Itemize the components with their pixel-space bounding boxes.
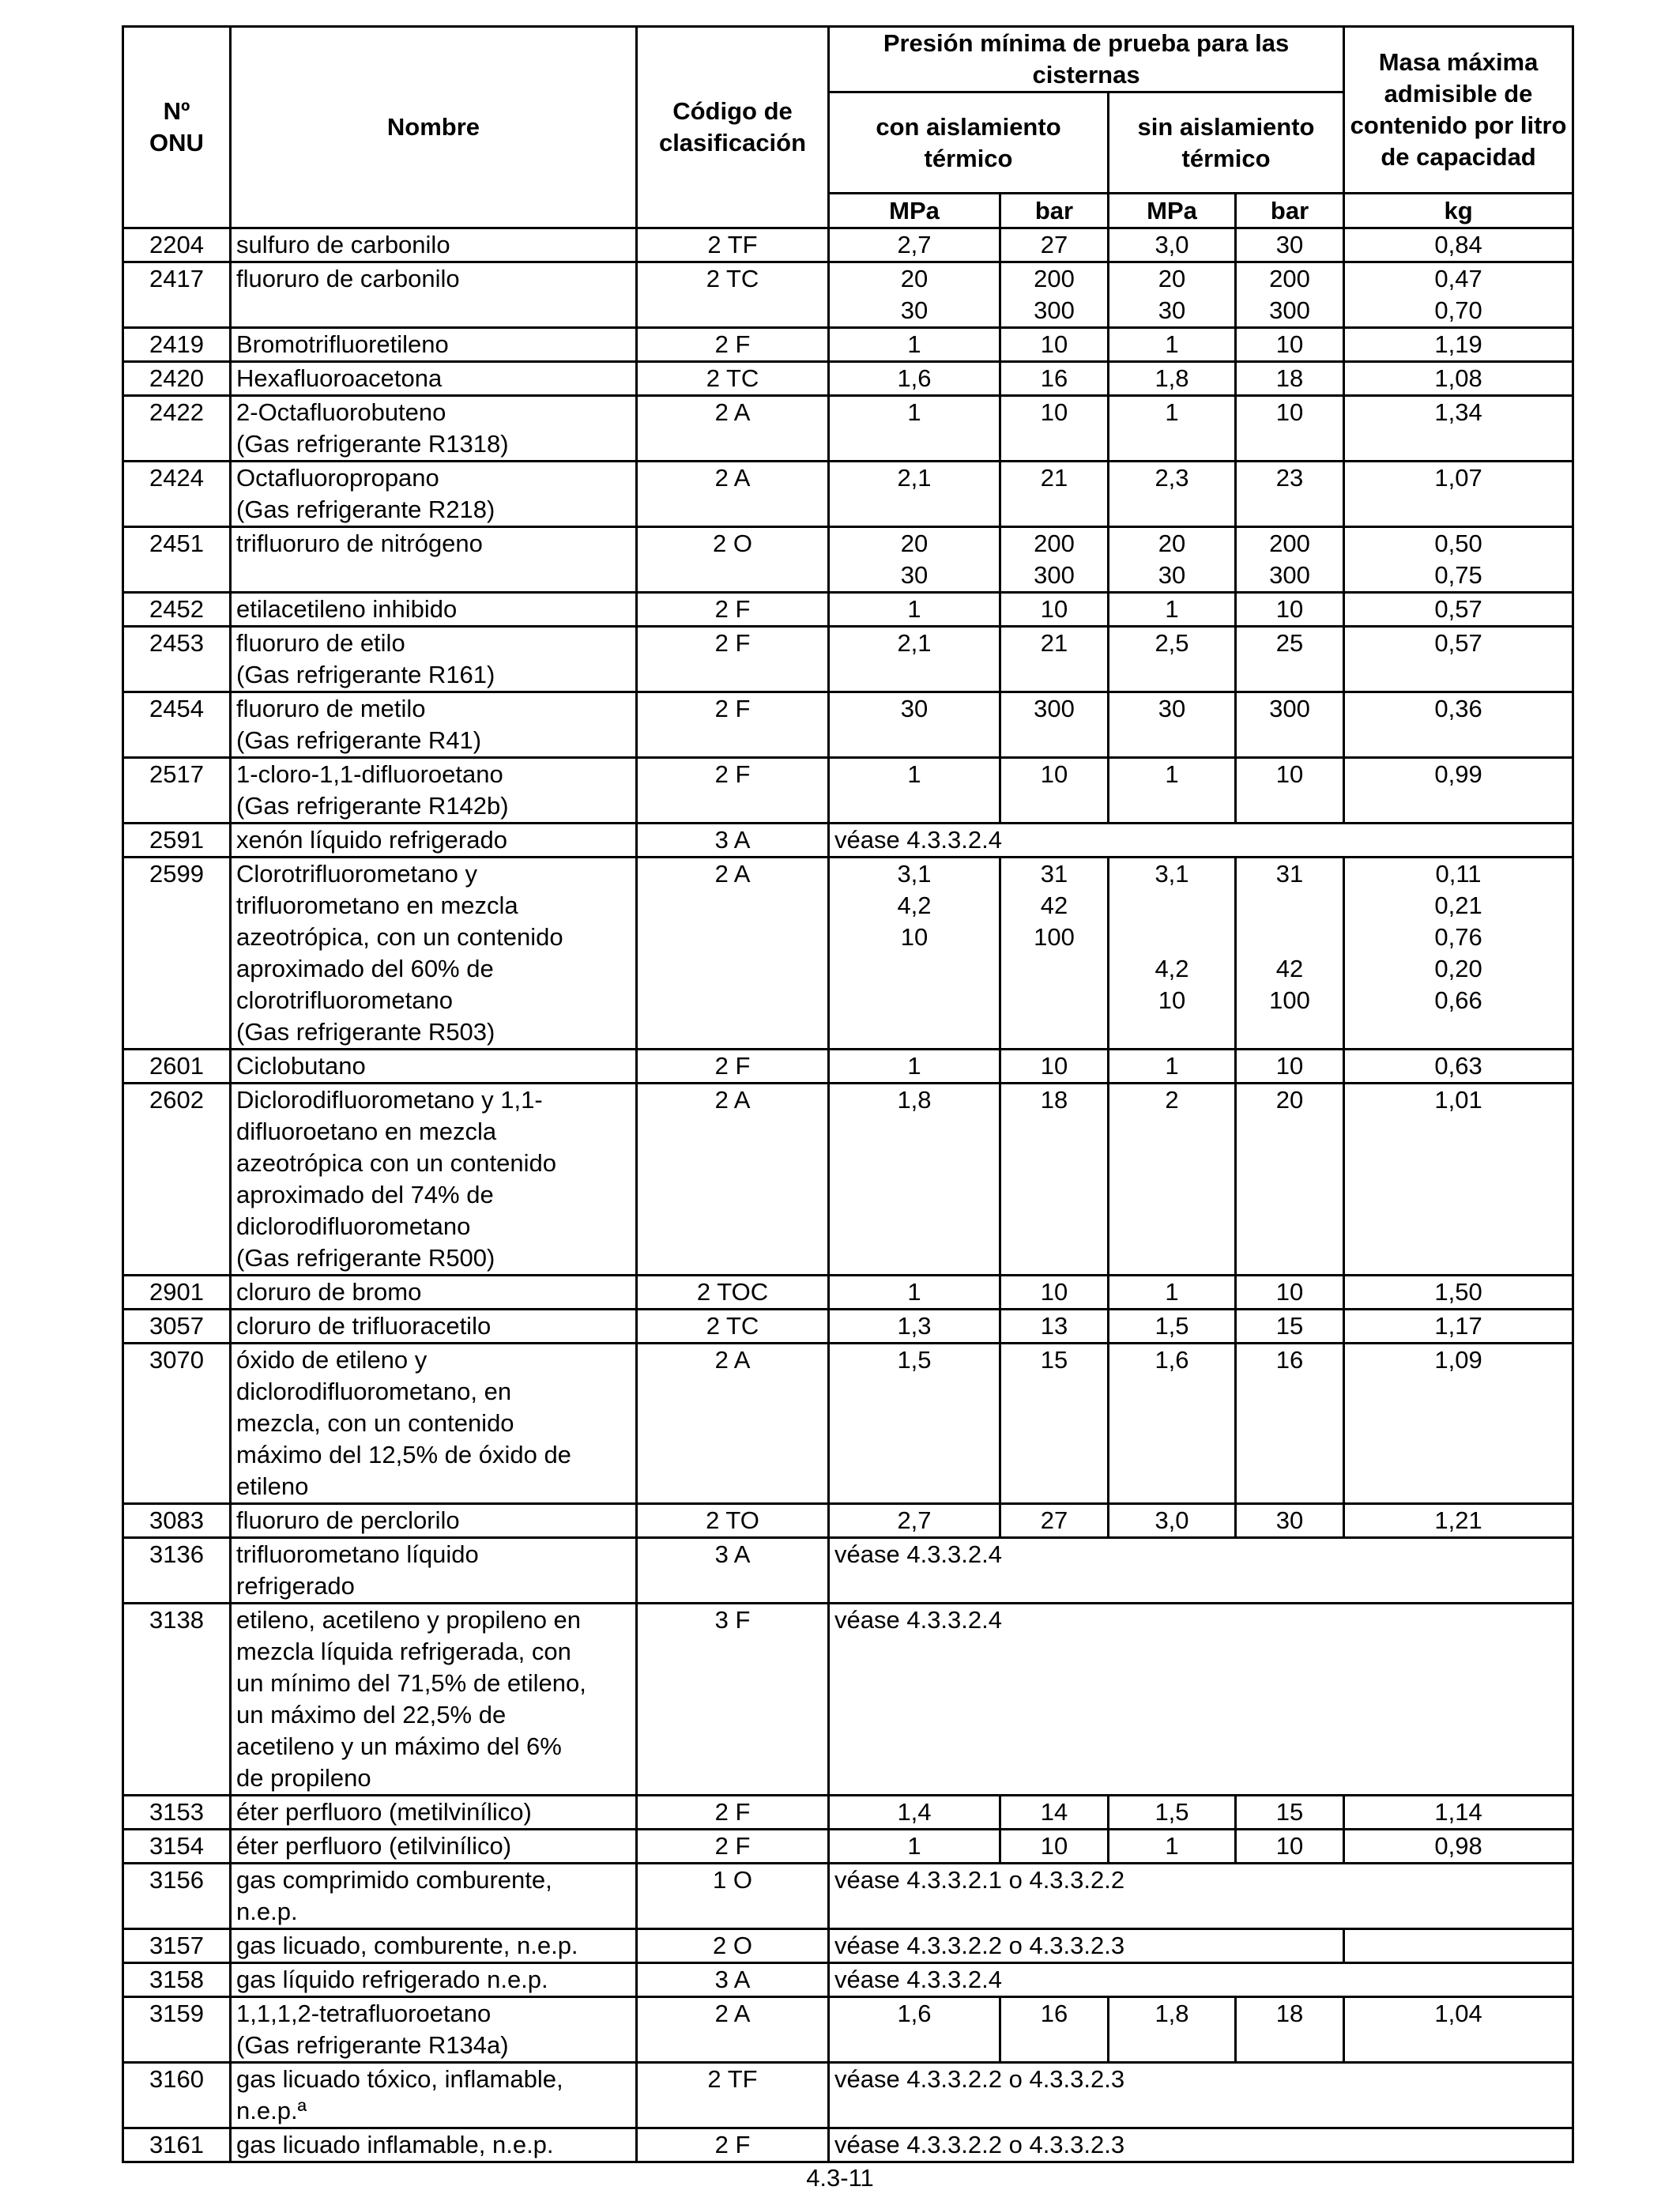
bar-insulated-cell: 14 bbox=[1000, 1796, 1109, 1830]
name-cell: gas licuado, comburente, n.e.p. bbox=[231, 1929, 637, 1963]
classification-code-cell: 2 O bbox=[637, 527, 829, 593]
header-unit-kg: kg bbox=[1344, 194, 1573, 228]
classification-code-cell: 1 O bbox=[637, 1864, 829, 1929]
mpa-insulated-cell: 2,7 bbox=[829, 1504, 1000, 1538]
name-cell: xenón líquido refrigerado bbox=[231, 824, 637, 858]
name-cell: Diclorodifluorometano y 1,1- difluoroetano en mezcla azeotrópica con un contenido aproximado del 74% de diclorodifluorometano (Gas refrigerante R500) bbox=[231, 1084, 637, 1276]
bar-uninsulated-cell: 15 bbox=[1236, 1796, 1344, 1830]
name-cell: éter perfluoro (etilvinílico) bbox=[231, 1830, 637, 1864]
mpa-insulated-cell: 1 bbox=[829, 758, 1000, 824]
table-row bbox=[123, 758, 1573, 824]
classification-code-cell: 2 O bbox=[637, 1929, 829, 1963]
table-row bbox=[123, 692, 1573, 758]
mpa-insulated-cell: 20 30 bbox=[829, 262, 1000, 328]
classification-code-cell: 3 A bbox=[637, 1963, 829, 1997]
table-row bbox=[123, 824, 1573, 858]
classification-code-cell: 2 A bbox=[637, 1084, 829, 1276]
onu-number-cell: 2417 bbox=[123, 262, 231, 328]
see-reference-cell: véase 4.3.3.2.4 bbox=[829, 824, 1573, 858]
mpa-uninsulated-cell: 1 bbox=[1109, 1050, 1236, 1084]
header-unit-mpa-2: MPa bbox=[1109, 194, 1236, 228]
table-row bbox=[123, 462, 1573, 527]
mpa-insulated-cell: 2,7 bbox=[829, 228, 1000, 262]
bar-insulated-cell: 27 bbox=[1000, 1504, 1109, 1538]
header-without-insulation: sin aislamiento térmico bbox=[1109, 92, 1344, 194]
max-mass-cell: 0,99 bbox=[1344, 758, 1573, 824]
table-row bbox=[123, 1050, 1573, 1084]
onu-number-cell: 2451 bbox=[123, 527, 231, 593]
table-row bbox=[123, 328, 1573, 362]
classification-code-cell: 3 F bbox=[637, 1604, 829, 1796]
classification-code-cell: 2 TOC bbox=[637, 1276, 829, 1310]
table-row bbox=[123, 527, 1573, 593]
onu-number-cell: 3153 bbox=[123, 1796, 231, 1830]
mpa-uninsulated-cell: 1,8 bbox=[1109, 1997, 1236, 2063]
bar-uninsulated-cell: 23 bbox=[1236, 462, 1344, 527]
bar-uninsulated-cell: 31 42 100 bbox=[1236, 858, 1344, 1050]
table-row bbox=[123, 1963, 1573, 1997]
bar-insulated-cell: 10 bbox=[1000, 1050, 1109, 1084]
table-row bbox=[123, 1997, 1573, 2063]
bar-insulated-cell: 27 bbox=[1000, 228, 1109, 262]
bar-uninsulated-cell: 10 bbox=[1236, 328, 1344, 362]
bar-uninsulated-cell: 200 300 bbox=[1236, 262, 1344, 328]
mpa-insulated-cell: 2,1 bbox=[829, 462, 1000, 527]
see-reference-cell: véase 4.3.3.2.1 o 4.3.3.2.2 bbox=[829, 1864, 1573, 1929]
bar-insulated-cell: 10 bbox=[1000, 1830, 1109, 1864]
table-row bbox=[123, 1929, 1573, 1963]
bar-uninsulated-cell: 18 bbox=[1236, 362, 1344, 396]
classification-code-cell: 2 F bbox=[637, 593, 829, 627]
bar-insulated-cell: 21 bbox=[1000, 627, 1109, 692]
classification-code-cell: 2 TC bbox=[637, 1310, 829, 1344]
see-reference-cell: véase 4.3.3.2.2 o 4.3.3.2.3 bbox=[829, 2128, 1573, 2162]
max-mass-cell: 1,09 bbox=[1344, 1344, 1573, 1504]
table-row bbox=[123, 262, 1573, 328]
bar-uninsulated-cell: 15 bbox=[1236, 1310, 1344, 1344]
mpa-insulated-cell: 1,4 bbox=[829, 1796, 1000, 1830]
classification-code-cell: 2 F bbox=[637, 2128, 829, 2162]
header-name: Nombre bbox=[231, 27, 637, 228]
mpa-insulated-cell: 1 bbox=[829, 1050, 1000, 1084]
bar-insulated-cell: 16 bbox=[1000, 362, 1109, 396]
onu-number-cell: 2419 bbox=[123, 328, 231, 362]
max-mass-cell: 0,50 0,75 bbox=[1344, 527, 1573, 593]
mpa-uninsulated-cell: 2,5 bbox=[1109, 627, 1236, 692]
mpa-uninsulated-cell: 1,6 bbox=[1109, 1344, 1236, 1504]
name-cell: fluoruro de metilo (Gas refrigerante R41) bbox=[231, 692, 637, 758]
table-row bbox=[123, 1310, 1573, 1344]
name-cell: etileno, acetileno y propileno en mezcla líquida refrigerada, con un mínimo del 71,5% de etileno, un máximo del 22,5% de acetileno y un máximo del 6% de propileno bbox=[231, 1604, 637, 1796]
bar-uninsulated-cell: 30 bbox=[1236, 1504, 1344, 1538]
classification-code-cell: 2 TC bbox=[637, 362, 829, 396]
max-mass-cell: 1,07 bbox=[1344, 462, 1573, 527]
name-cell: trifluoruro de nitrógeno bbox=[231, 527, 637, 593]
table-row bbox=[123, 1276, 1573, 1310]
see-reference-cell: véase 4.3.3.2.4 bbox=[829, 1538, 1573, 1604]
bar-insulated-cell: 200 300 bbox=[1000, 262, 1109, 328]
bar-uninsulated-cell: 18 bbox=[1236, 1997, 1344, 2063]
onu-number-cell: 2599 bbox=[123, 858, 231, 1050]
onu-number-cell: 3160 bbox=[123, 2063, 231, 2128]
mpa-uninsulated-cell: 20 30 bbox=[1109, 527, 1236, 593]
mpa-uninsulated-cell: 1 bbox=[1109, 328, 1236, 362]
table-row bbox=[123, 1344, 1573, 1504]
table-row bbox=[123, 593, 1573, 627]
onu-number-cell: 3161 bbox=[123, 2128, 231, 2162]
onu-number-cell: 3157 bbox=[123, 1929, 231, 1963]
max-mass-cell: 1,14 bbox=[1344, 1796, 1573, 1830]
max-mass-cell: 1,01 bbox=[1344, 1084, 1573, 1276]
onu-number-cell: 2454 bbox=[123, 692, 231, 758]
name-cell: 2-Octafluorobuteno (Gas refrigerante R1318) bbox=[231, 396, 637, 462]
onu-number-cell: 2517 bbox=[123, 758, 231, 824]
see-reference-cell: véase 4.3.3.2.2 o 4.3.3.2.3 bbox=[829, 2063, 1573, 2128]
bar-uninsulated-cell: 10 bbox=[1236, 758, 1344, 824]
name-cell: Hexafluoroacetona bbox=[231, 362, 637, 396]
max-mass-cell: 1,17 bbox=[1344, 1310, 1573, 1344]
name-cell: gas licuado inflamable, n.e.p. bbox=[231, 2128, 637, 2162]
bar-uninsulated-cell: 10 bbox=[1236, 1276, 1344, 1310]
name-cell: trifluorometano líquido refrigerado bbox=[231, 1538, 637, 1604]
see-reference-cell: véase 4.3.3.2.2 o 4.3.3.2.3 bbox=[829, 1929, 1344, 1963]
classification-code-cell: 2 A bbox=[637, 858, 829, 1050]
bar-uninsulated-cell: 300 bbox=[1236, 692, 1344, 758]
classification-code-cell: 2 F bbox=[637, 627, 829, 692]
mpa-insulated-cell: 1,8 bbox=[829, 1084, 1000, 1276]
header-onu: Nº ONU bbox=[123, 27, 231, 228]
onu-number-cell: 2901 bbox=[123, 1276, 231, 1310]
bar-insulated-cell: 15 bbox=[1000, 1344, 1109, 1504]
table-row bbox=[123, 1830, 1573, 1864]
mpa-uninsulated-cell: 1 bbox=[1109, 593, 1236, 627]
table-row bbox=[123, 1796, 1573, 1830]
mpa-uninsulated-cell: 3,0 bbox=[1109, 1504, 1236, 1538]
bar-uninsulated-cell: 10 bbox=[1236, 1050, 1344, 1084]
max-mass-cell: 0,57 bbox=[1344, 627, 1573, 692]
bar-insulated-cell: 13 bbox=[1000, 1310, 1109, 1344]
mpa-uninsulated-cell: 1,5 bbox=[1109, 1796, 1236, 1830]
bar-insulated-cell: 10 bbox=[1000, 1276, 1109, 1310]
onu-number-cell: 3159 bbox=[123, 1997, 231, 2063]
header-unit-bar-2: bar bbox=[1236, 194, 1344, 228]
bar-uninsulated-cell: 25 bbox=[1236, 627, 1344, 692]
onu-number-cell: 2420 bbox=[123, 362, 231, 396]
mpa-insulated-cell: 1 bbox=[829, 396, 1000, 462]
max-mass-cell: 0,11 0,21 0,76 0,20 0,66 bbox=[1344, 858, 1573, 1050]
mpa-insulated-cell: 1,6 bbox=[829, 362, 1000, 396]
mpa-uninsulated-cell: 2,3 bbox=[1109, 462, 1236, 527]
mpa-insulated-cell: 30 bbox=[829, 692, 1000, 758]
mpa-insulated-cell: 3,1 4,2 10 bbox=[829, 858, 1000, 1050]
bar-insulated-cell: 10 bbox=[1000, 593, 1109, 627]
classification-code-cell: 2 F bbox=[637, 758, 829, 824]
classification-code-cell: 2 F bbox=[637, 1050, 829, 1084]
header-mass: Masa máxima admisible de contenido por litro de capacidad bbox=[1344, 27, 1573, 194]
onu-number-cell: 3138 bbox=[123, 1604, 231, 1796]
onu-number-cell: 2602 bbox=[123, 1084, 231, 1276]
name-cell: fluoruro de etilo (Gas refrigerante R161) bbox=[231, 627, 637, 692]
bar-uninsulated-cell: 200 300 bbox=[1236, 527, 1344, 593]
mpa-insulated-cell: 1 bbox=[829, 1276, 1000, 1310]
table-row bbox=[123, 1504, 1573, 1538]
mpa-insulated-cell: 2,1 bbox=[829, 627, 1000, 692]
bar-uninsulated-cell: 20 bbox=[1236, 1084, 1344, 1276]
page-number: 4.3-11 bbox=[806, 2164, 874, 2192]
see-reference-cell: véase 4.3.3.2.4 bbox=[829, 1604, 1573, 1796]
table-row bbox=[123, 1864, 1573, 1929]
name-cell: 1,1,1,2-tetrafluoroetano (Gas refrigerante R134a) bbox=[231, 1997, 637, 2063]
table-row bbox=[123, 1604, 1573, 1796]
mpa-uninsulated-cell: 1 bbox=[1109, 1276, 1236, 1310]
mpa-uninsulated-cell: 3,1 4,2 10 bbox=[1109, 858, 1236, 1050]
name-cell: gas licuado tóxico, inflamable, n.e.p.ª bbox=[231, 2063, 637, 2128]
classification-code-cell: 2 F bbox=[637, 1830, 829, 1864]
table-row bbox=[123, 2063, 1573, 2128]
header-code: Código de clasificación bbox=[637, 27, 829, 228]
name-cell: Octafluoropropano (Gas refrigerante R218) bbox=[231, 462, 637, 527]
classification-code-cell: 2 TF bbox=[637, 2063, 829, 2128]
classification-code-cell: 2 F bbox=[637, 1796, 829, 1830]
bar-insulated-cell: 10 bbox=[1000, 396, 1109, 462]
name-cell: cloruro de bromo bbox=[231, 1276, 637, 1310]
mpa-insulated-cell: 1,5 bbox=[829, 1344, 1000, 1504]
table-row bbox=[123, 627, 1573, 692]
classification-code-cell: 3 A bbox=[637, 824, 829, 858]
bar-insulated-cell: 200 300 bbox=[1000, 527, 1109, 593]
table-row bbox=[123, 858, 1573, 1050]
max-mass-cell: 1,19 bbox=[1344, 328, 1573, 362]
classification-code-cell: 2 TO bbox=[637, 1504, 829, 1538]
max-mass-cell: 0,47 0,70 bbox=[1344, 262, 1573, 328]
name-cell: Bromotrifluoretileno bbox=[231, 328, 637, 362]
onu-number-cell: 2424 bbox=[123, 462, 231, 527]
mpa-insulated-cell: 1 bbox=[829, 1830, 1000, 1864]
onu-number-cell: 3154 bbox=[123, 1830, 231, 1864]
bar-insulated-cell: 16 bbox=[1000, 1997, 1109, 2063]
onu-number-cell: 2601 bbox=[123, 1050, 231, 1084]
mpa-insulated-cell: 20 30 bbox=[829, 527, 1000, 593]
onu-number-cell: 3083 bbox=[123, 1504, 231, 1538]
mpa-uninsulated-cell: 20 30 bbox=[1109, 262, 1236, 328]
name-cell: gas comprimido comburente, n.e.p. bbox=[231, 1864, 637, 1929]
bar-insulated-cell: 21 bbox=[1000, 462, 1109, 527]
name-cell: Ciclobutano bbox=[231, 1050, 637, 1084]
classification-code-cell: 2 A bbox=[637, 1997, 829, 2063]
table-row bbox=[123, 396, 1573, 462]
classification-code-cell: 3 A bbox=[637, 1538, 829, 1604]
header-with-insulation: con aislamiento térmico bbox=[829, 92, 1109, 194]
bar-insulated-cell: 10 bbox=[1000, 328, 1109, 362]
classification-code-cell: 2 TF bbox=[637, 228, 829, 262]
bar-insulated-cell: 300 bbox=[1000, 692, 1109, 758]
header-unit-mpa-1: MPa bbox=[829, 194, 1000, 228]
classification-code-cell: 2 F bbox=[637, 692, 829, 758]
document-page bbox=[122, 25, 1572, 2163]
mpa-insulated-cell: 1 bbox=[829, 328, 1000, 362]
onu-number-cell: 3136 bbox=[123, 1538, 231, 1604]
bar-uninsulated-cell: 10 bbox=[1236, 593, 1344, 627]
classification-code-cell: 2 A bbox=[637, 396, 829, 462]
table-row bbox=[123, 362, 1573, 396]
table-row bbox=[123, 1084, 1573, 1276]
mpa-uninsulated-cell: 1 bbox=[1109, 396, 1236, 462]
max-mass-cell: 1,08 bbox=[1344, 362, 1573, 396]
bar-uninsulated-cell: 10 bbox=[1236, 396, 1344, 462]
mpa-uninsulated-cell: 30 bbox=[1109, 692, 1236, 758]
name-cell: óxido de etileno y diclorodifluorometano, en mezcla, con un contenido máximo del 12,5% de óxido de etileno bbox=[231, 1344, 637, 1504]
name-cell: cloruro de trifluoracetilo bbox=[231, 1310, 637, 1344]
onu-number-cell: 3057 bbox=[123, 1310, 231, 1344]
bar-uninsulated-cell: 16 bbox=[1236, 1344, 1344, 1504]
see-reference-cell: véase 4.3.3.2.4 bbox=[829, 1963, 1573, 1997]
max-mass-cell: 1,50 bbox=[1344, 1276, 1573, 1310]
table-row bbox=[123, 1538, 1573, 1604]
header-pressure: Presión mínima de prueba para las cisternas bbox=[829, 27, 1344, 92]
bar-insulated-cell: 31 42 100 bbox=[1000, 858, 1109, 1050]
bar-uninsulated-cell: 30 bbox=[1236, 228, 1344, 262]
bar-insulated-cell: 18 bbox=[1000, 1084, 1109, 1276]
max-mass-cell: 1,34 bbox=[1344, 396, 1573, 462]
table-header bbox=[123, 27, 1573, 228]
name-cell: fluoruro de perclorilo bbox=[231, 1504, 637, 1538]
mpa-uninsulated-cell: 1,8 bbox=[1109, 362, 1236, 396]
mpa-uninsulated-cell: 3,0 bbox=[1109, 228, 1236, 262]
name-cell: Clorotrifluorometano y trifluorometano en mezcla azeotrópica, con un contenido aproximado del 60% de clorotrifluorometano (Gas refrigerante R503) bbox=[231, 858, 637, 1050]
name-cell: etilacetileno inhibido bbox=[231, 593, 637, 627]
classification-code-cell: 2 TC bbox=[637, 262, 829, 328]
onu-number-cell: 2204 bbox=[123, 228, 231, 262]
bar-uninsulated-cell: 10 bbox=[1236, 1830, 1344, 1864]
name-cell: gas líquido refrigerado n.e.p. bbox=[231, 1963, 637, 1997]
mpa-uninsulated-cell: 1,5 bbox=[1109, 1310, 1236, 1344]
classification-code-cell: 2 F bbox=[637, 328, 829, 362]
onu-number-cell: 3156 bbox=[123, 1864, 231, 1929]
gas-tank-table bbox=[122, 25, 1574, 2163]
classification-code-cell: 2 A bbox=[637, 462, 829, 527]
max-mass-cell: 1,21 bbox=[1344, 1504, 1573, 1538]
mass-cell-empty bbox=[1344, 1929, 1573, 1963]
classification-code-cell: 2 A bbox=[637, 1344, 829, 1504]
max-mass-cell: 0,57 bbox=[1344, 593, 1573, 627]
onu-number-cell: 2453 bbox=[123, 627, 231, 692]
mpa-insulated-cell: 1,3 bbox=[829, 1310, 1000, 1344]
name-cell: 1-cloro-1,1-difluoroetano (Gas refrigerante R142b) bbox=[231, 758, 637, 824]
mpa-insulated-cell: 1 bbox=[829, 593, 1000, 627]
mpa-insulated-cell: 1,6 bbox=[829, 1997, 1000, 2063]
max-mass-cell: 0,36 bbox=[1344, 692, 1573, 758]
name-cell: éter perfluoro (metilvinílico) bbox=[231, 1796, 637, 1830]
max-mass-cell: 1,04 bbox=[1344, 1997, 1573, 2063]
bar-insulated-cell: 10 bbox=[1000, 758, 1109, 824]
max-mass-cell: 0,63 bbox=[1344, 1050, 1573, 1084]
mpa-uninsulated-cell: 2 bbox=[1109, 1084, 1236, 1276]
name-cell: fluoruro de carbonilo bbox=[231, 262, 637, 328]
table-body bbox=[123, 228, 1573, 2162]
max-mass-cell: 0,98 bbox=[1344, 1830, 1573, 1864]
header-unit-bar-1: bar bbox=[1000, 194, 1109, 228]
table-row bbox=[123, 228, 1573, 262]
onu-number-cell: 3070 bbox=[123, 1344, 231, 1504]
table-row bbox=[123, 2128, 1573, 2162]
name-cell: sulfuro de carbonilo bbox=[231, 228, 637, 262]
max-mass-cell: 0,84 bbox=[1344, 228, 1573, 262]
mpa-uninsulated-cell: 1 bbox=[1109, 758, 1236, 824]
onu-number-cell: 3158 bbox=[123, 1963, 231, 1997]
mpa-uninsulated-cell: 1 bbox=[1109, 1830, 1236, 1864]
onu-number-cell: 2452 bbox=[123, 593, 231, 627]
onu-number-cell: 2591 bbox=[123, 824, 231, 858]
onu-number-cell: 2422 bbox=[123, 396, 231, 462]
